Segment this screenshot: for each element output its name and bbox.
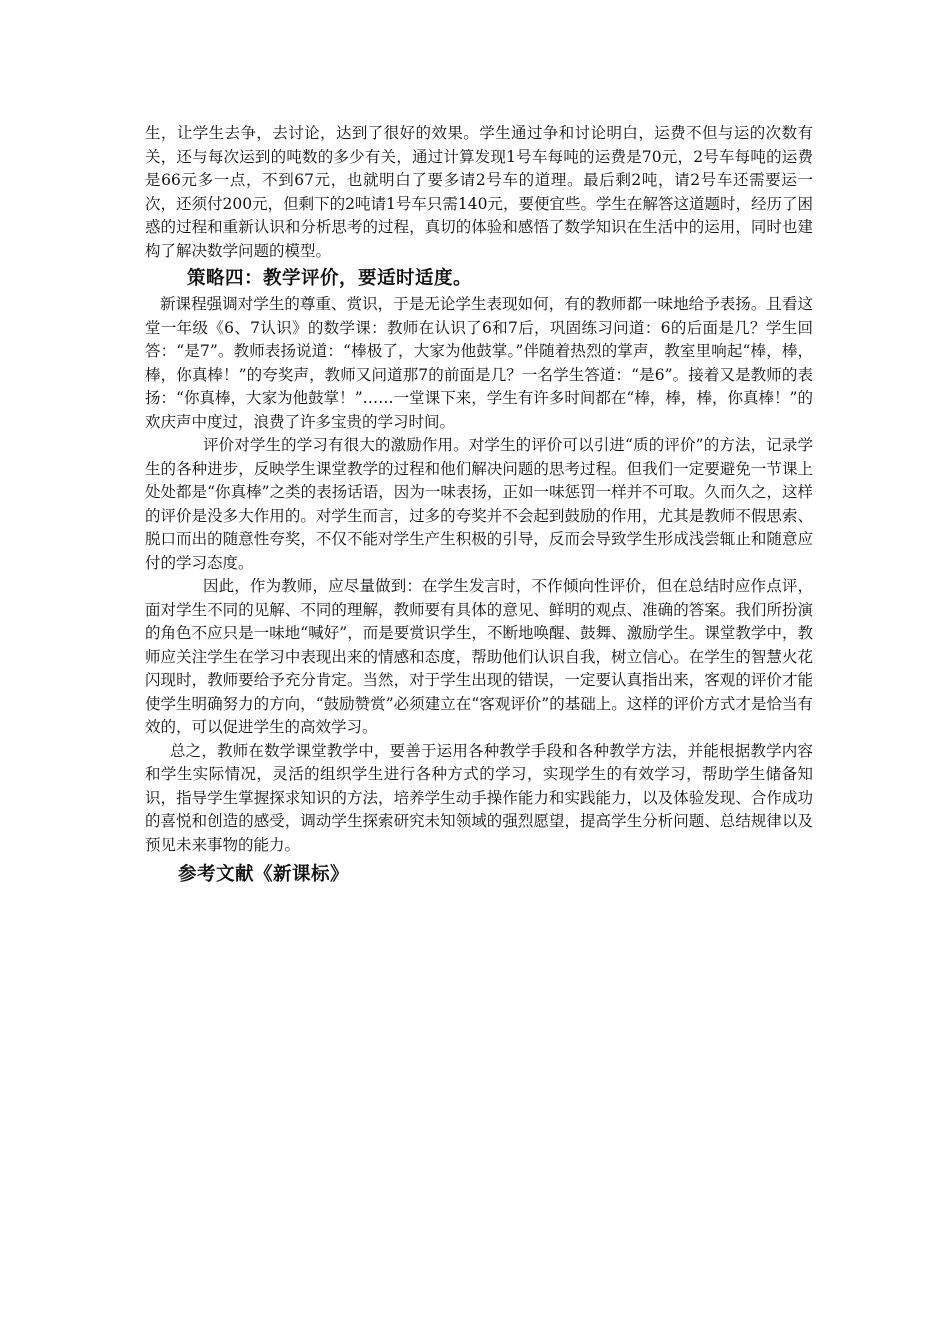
paragraph-conclusion: 总之，教师在数学课堂教学中，要善于运用各种教学手段和各种教学方法，并能根据教学内容和学生实际情况，灵活的组织学生进行各种方式的学习，实现学生的有效学习，帮助学生储备知识，指导学生掌握探求知识的方法，培养学生动手操作能力和实践能力，以及体验发现、合作成功的喜悦和创造的感受，调动学生探索研究未知领域的强烈愿望，提高学生分析问题、总结规律以及预见未来事物的能力。 <box>145 741 813 854</box>
document-body <box>145 122 813 889</box>
paragraph-teacher-practice: 因此，作为教师，应尽量做到：在学生发言时，不作倾向性评价，但在总结时应作点评，面对学生不同的见解、不同的理解，教师要有具体的意见、鲜明的观点、准确的答案。我们所扮演的角色不应只是一味地“喊好”，而是要赏识学生，不断地唤醒、鼓舞、激励学生。课堂教学中，教师应关注学生在学习中表现出来的情感和态度，帮助他们认识自我，树立信心。在学生的智慧火花闪现时，教师要给予充分肯定。当然，对于学生出现的错误，一定要认真指出来，客观的评价才能使学生明确努力的方向，“鼓励赞赏”必须建立在“客观评价”的基础上。这样的评价方式才是恰当有效的，可以促进学生的高效学习。 <box>145 577 813 736</box>
strategy-heading: 策略四：教学评价，要适时适度。 <box>187 268 473 289</box>
paragraph-praise-example: 新课程强调对学生的尊重、赏识，于是无论学生表现如何，有的教师都一味地给予表扬。且看这堂一年级《6、7认识》的数学课：教师在认识了6和7后，巩固练习问道：6的后面是几？学生回答：“是7”。教师表扬说道：“棒极了，大家为他鼓掌。”伴随着热烈的掌声，教室里响起“棒，棒，棒，你真棒！”的夸奖声，教师又问道那7的前面是几？一名学生答道：“是6”。接着又是教师的表扬：“你真棒，大家为他鼓掌！”……一堂课下来，学生有许多时间都在“棒，棒，棒，你真棒！”的欢庆声中度过，浪费了许多宝贵的学习时间。 <box>145 295 813 431</box>
references-heading: 参考文献《新课标》 <box>178 864 350 885</box>
paragraph-evaluation-effect: 评价对学生的学习有很大的激励作用。对学生的评价可以引进“质的评价”的方法，记录学生的各种进步，反映学生课堂教学的过程和他们解决问题的思考过程。但我们一定要避免一节课上处处都是“你真棒”之类的表扬话语，因为一味表扬，正如一味惩罚一样并不可取。久而久之，这样的评价是没多大作用的。对学生而言，过多的夸奖并不会起到鼓励的作用，尤其是教师不假思索、脱口而出的随意性夸奖，不仅不能对学生产生积极的引导，反而会导致学生形成浅尝辄止和随意应付的学习态度。 <box>145 436 813 572</box>
intro-paragraph: 生，让学生去争，去讨论，达到了很好的效果。学生通过争和讨论明白，运费不但与运的次数有关，还与每次运到的吨数的多少有关，通过计算发现1号车每吨的运费是70元，2号车每吨的运费是66元多一点，不到67元，也就明白了要多请2号车的道理。最后剩2吨，请2号车还需要运一次，还须付200元，但剩下的2吨请1号车只需140元，要便宜些。学生在解答这道题时，经历了困惑的过程和重新认识和分析思考的过程，真切的体验和感悟了数学知识在生活中的运用，同时也建构了解决数学问题的模型。 <box>145 124 813 260</box>
